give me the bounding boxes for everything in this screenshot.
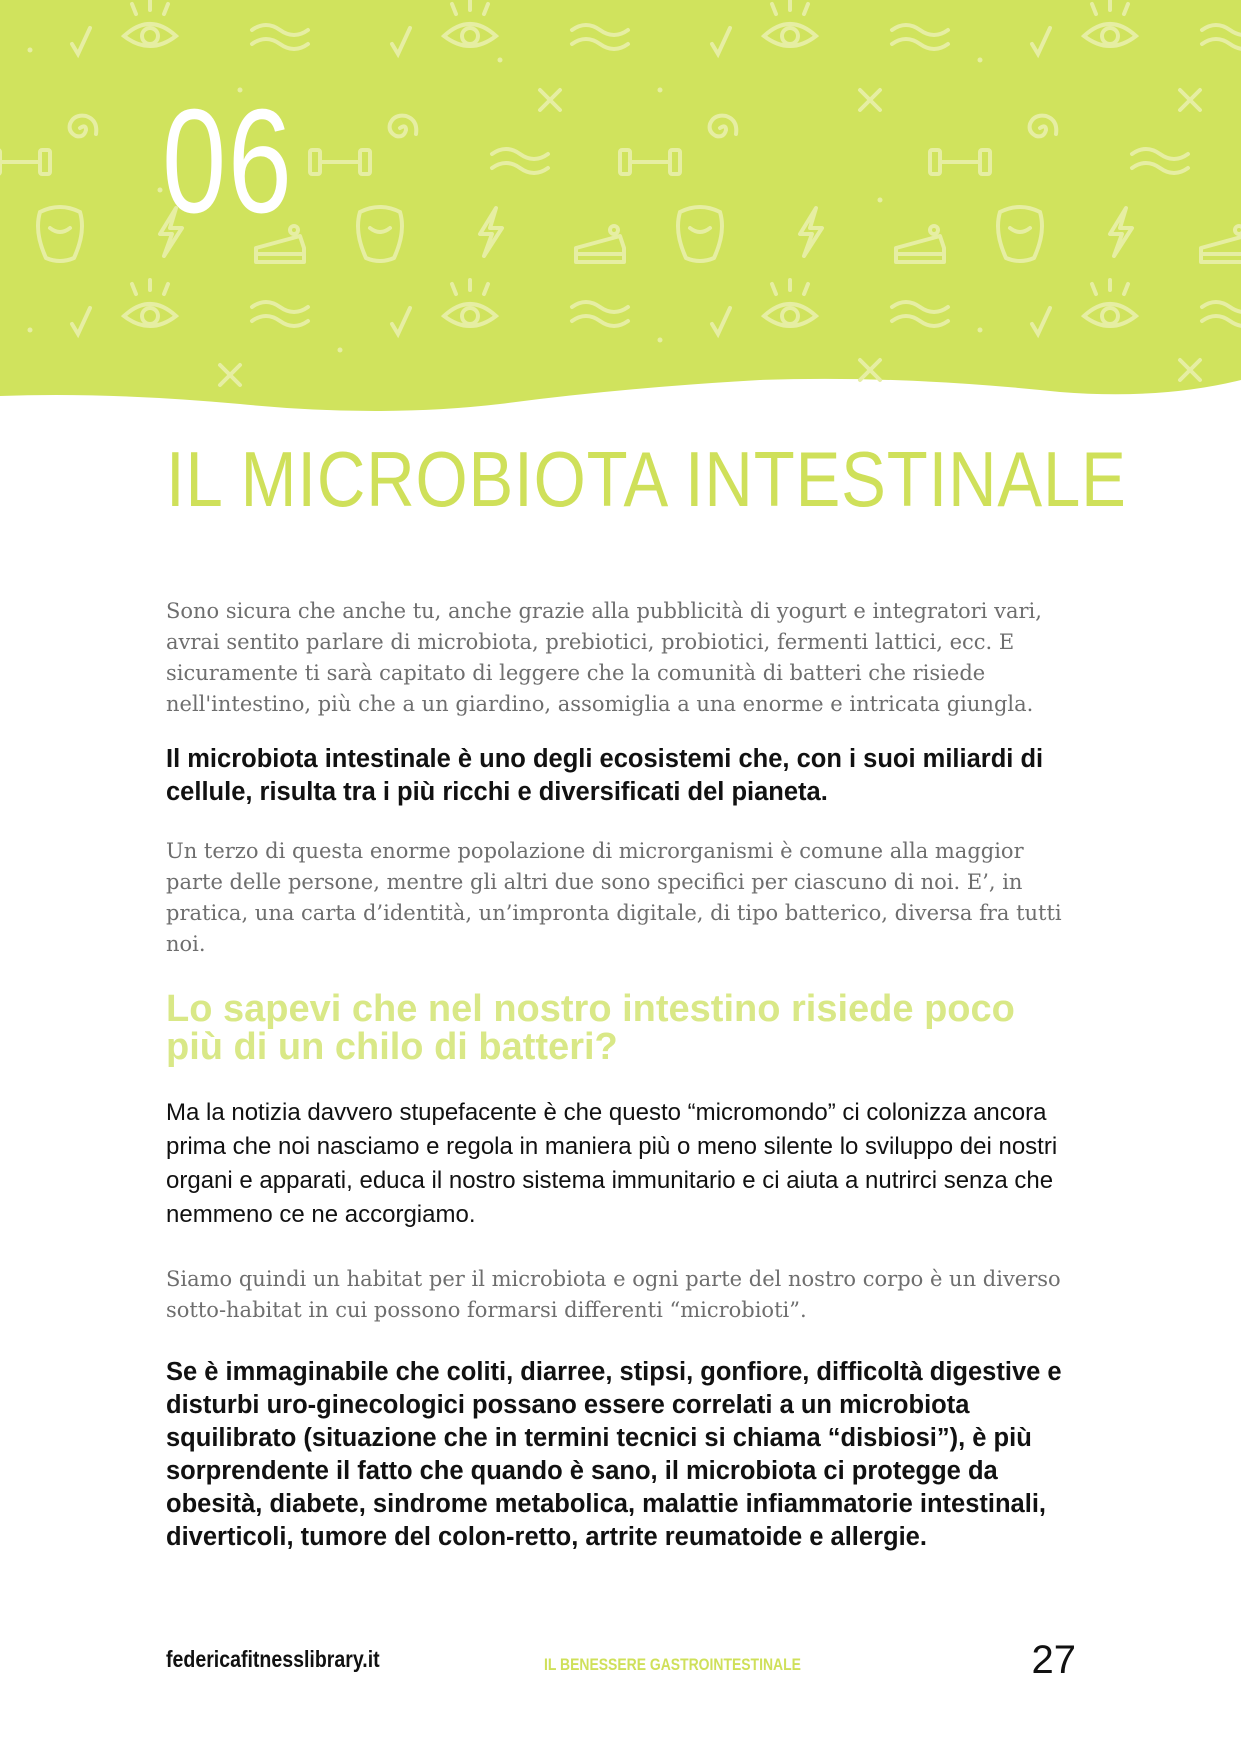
chapter-number: 06	[162, 79, 294, 244]
body-paragraph: Ma la notizia davvero stupefacente è che questo “micromondo” ci colonizza ancora prima che noi nasciamo e regola in maniera più o meno silente lo sviluppo dei nostri organi e apparati, educa il nostro sistema immunitario e ci aiuta a nutrirci senza che nemmeno ce ne accorgiamo.	[166, 1099, 1058, 1228]
intro-paragraph: Sono sicura che anche tu, anche grazie alla pubblicità di yogurt e integratori vari, avrai sentito parlare di microbiota, prebiotici, probiotici, fermenti lattici, ecc. E sicuramente ti sarà capitato di leggere che la comunità di batteri che risiede nell'intestino, più che a un giardino, assomiglia a una enorme e intricata giungla.	[166, 599, 1042, 716]
body-paragraph: Siamo quindi un habitat per il microbiota e ogni parte del nostro corpo è un diverso sotto-habitat in cui possono formarsi differenti “microbioti”.	[166, 1267, 1061, 1322]
emphasis-term: disbiosi	[840, 1424, 937, 1452]
paragraph-text: Se è immaginabile che coliti, diarree, stipsi, gonfiore, difficoltà digestive e disturbi uro-ginecologici possano essere correlati a un microbiota squilibrato (situazione che in termini tecnici si chiama “	[166, 1358, 1062, 1452]
highlight-paragraph: Il microbiota intestinale è uno degli ecosistemi che, con i suoi miliardi di cellule, risulta tra i più ricchi e diversificati del pianeta.	[166, 745, 1044, 806]
page-number: 27	[1031, 1638, 1076, 1682]
section-subheading: Lo sapevi che nel nostro intestino risiede poco più di un chilo di batteri?	[166, 988, 1015, 1068]
footer-website: federicafitnesslibrary.it	[166, 1646, 380, 1672]
page-title: IL MICROBIOTA INTESTINALE	[166, 435, 1127, 523]
footer-section-title: IL BENESSERE GASTROINTESTINALE	[544, 1655, 801, 1674]
article-body	[166, 596, 1080, 1554]
paragraph-text: ”), è più sorprendente il fatto che quando è sano, il microbiota ci protegge da obesità, diabete, sindrome metabolica, malattie infiammatorie intestinali, diverticoli, tumore del colon-retto, artrite reumatoide e allergie.	[166, 1424, 1046, 1551]
body-paragraph: Un terzo di questa enorme popolazione di microrganismi è comune alla maggior parte delle persone, mentre gli altri due sono specifici per ciascuno di noi. E’, in pratica, una carta d’identità, un’impronta digitale, di tipo batterico, diversa fra tutti noi.	[166, 839, 1062, 956]
conclusion-paragraph	[166, 1356, 1080, 1554]
